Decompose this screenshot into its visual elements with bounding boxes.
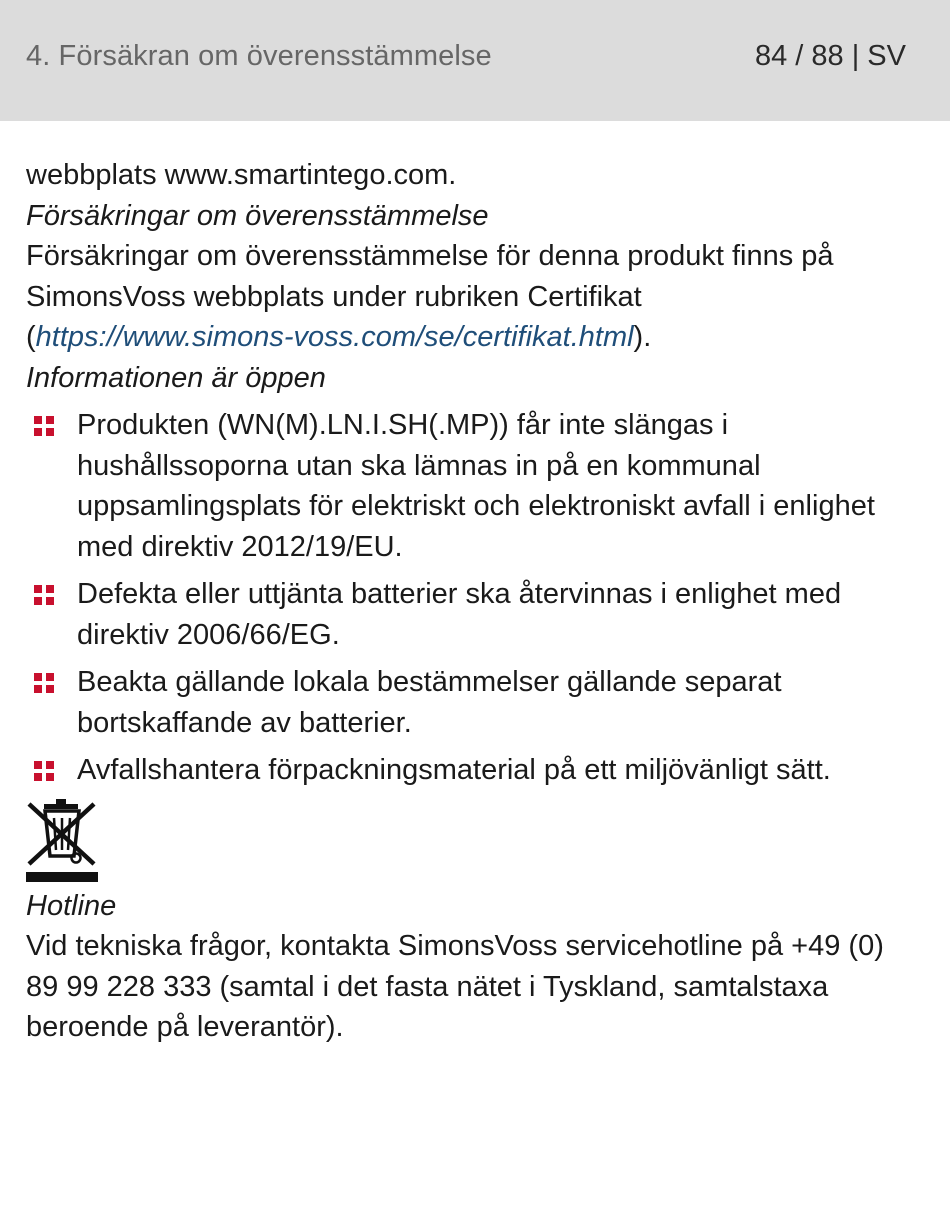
conformity-heading: Försäkringar om överensstämmelse [26,199,489,232]
paren-close: ). [633,321,652,353]
document-body [26,155,916,1048]
red-square-bullet-icon [34,761,54,781]
hotline-text: Vid tekniska frågor, kontakta SimonsVoss servicehotline på +49 (0) 89 99 228 333 (samtal i det fasta nätet i Tyskland, samtalstaxa beroende på leverantör). [26,930,884,1043]
list-item-text: Produkten (WN(M).LN.I.SH(.MP)) får inte slängas i hushållssoporna utan ska lämnas in på en kommunal uppsamlingsplats för elektriskt och elektroniskt avfall i enlighet med direktiv 2012/19/EU. [77,409,875,563]
page-header [0,0,950,121]
paren-open: ( [26,321,36,353]
red-square-bullet-icon [34,673,54,693]
hotline-heading: Hotline [26,889,117,922]
disposal-list [26,405,916,791]
info-heading: Informationen är öppen [26,361,326,394]
list-item [26,750,916,791]
list-item-text: Beakta gällande lokala bestämmelser gällande separat bortskaffande av batterier. [77,666,782,739]
list-item [26,662,916,743]
conformity-text: Försäkringar om överensstämmelse för denna produkt finns på SimonsVoss webbplats under rubriken Certifikat [26,240,834,313]
list-item-text: Avfallshantera förpackningsmaterial på ett miljövänligt sätt. [77,754,831,786]
list-item [26,574,916,655]
conformity-paragraph [26,236,916,358]
crossed-out-wheeled-bin-icon [26,798,98,884]
red-square-bullet-icon [34,416,54,436]
list-item [26,405,916,567]
chapter-title: 4. Försäkran om överensstämmelse [26,40,492,72]
website-line: webbplats www.smartintego.com. [26,159,457,191]
red-square-bullet-icon [34,585,54,605]
certificate-link[interactable]: https://www.simons-voss.com/se/certifikat.html [35,321,634,353]
list-item-text: Defekta eller uttjänta batterier ska återvinnas i enlighet med direktiv 2006/66/EG. [77,578,842,651]
page-number: 84 / 88 | SV [754,40,906,72]
